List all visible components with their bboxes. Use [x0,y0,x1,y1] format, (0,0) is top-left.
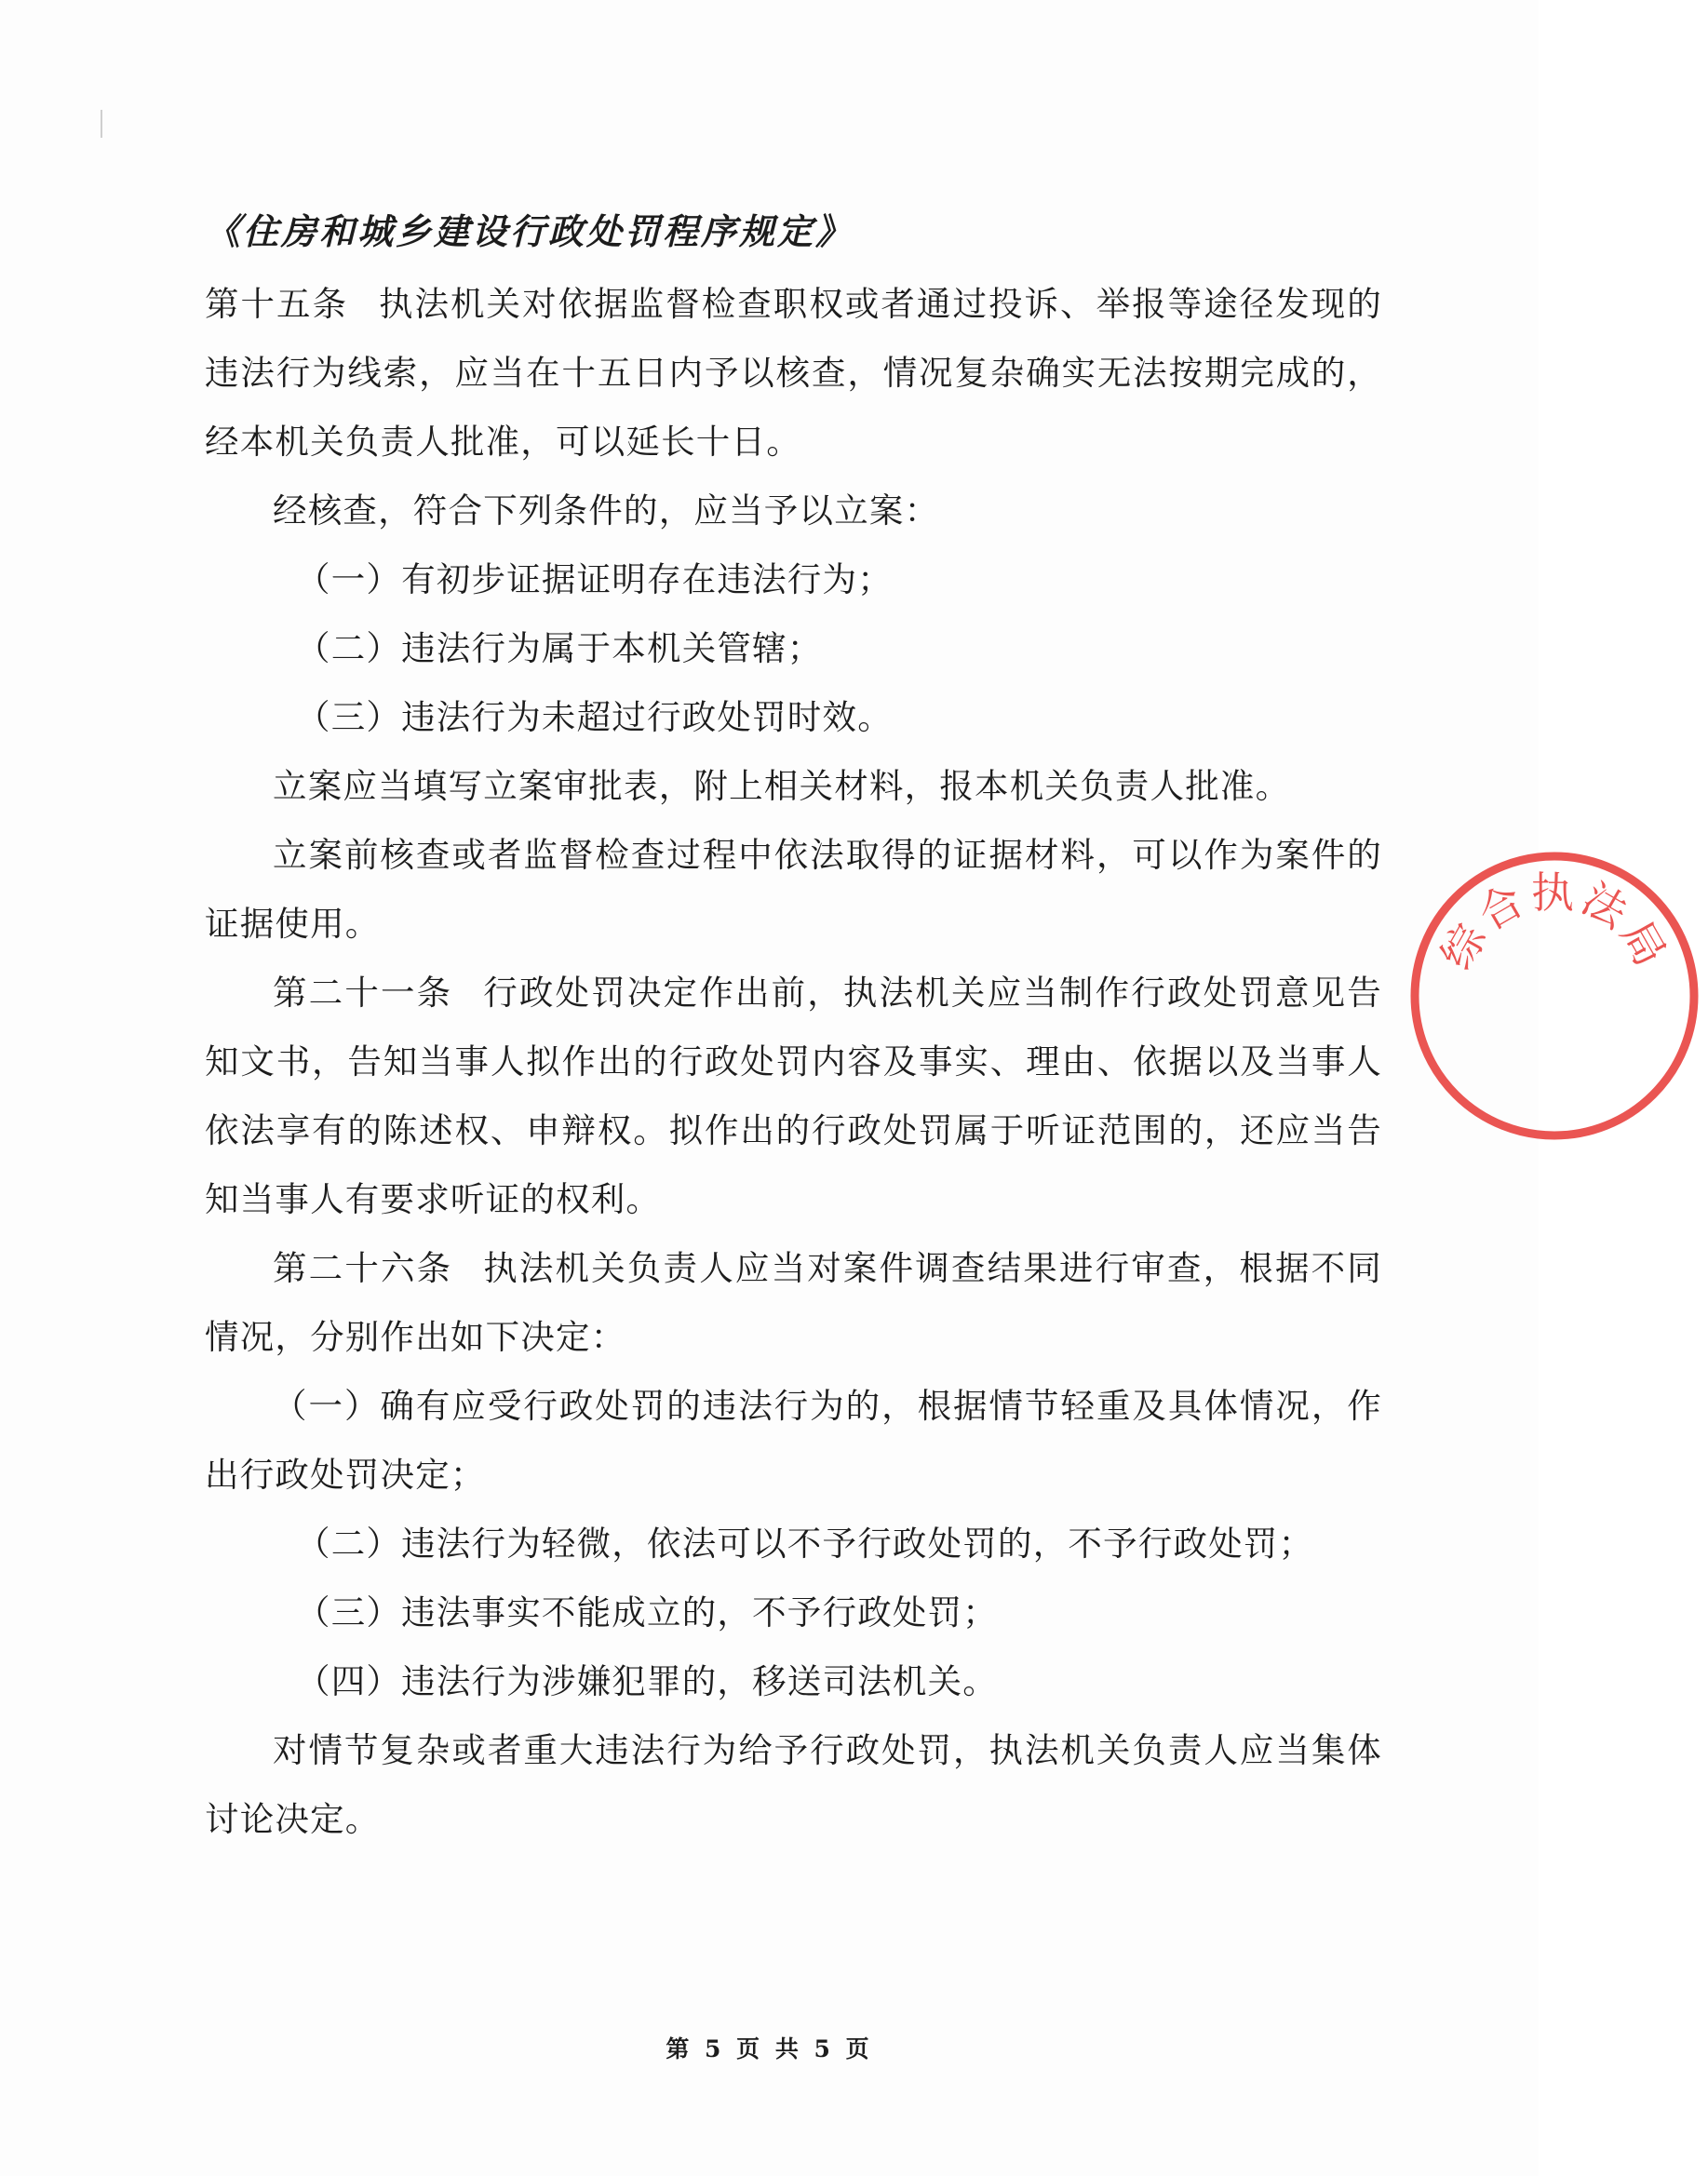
list-item: （二）违法行为属于本机关管辖； [296,628,823,668]
list-item: （一）确有应受行政处罚的违法行为的，根据情节轻重及具体情况，作出行政处罚决定； [205,1386,1382,1495]
list-item: （三）违法行为未超过行政处罚时效。 [296,697,893,737]
document-title: 《住房和城乡建设行政处罚程序规定》 [205,210,854,252]
article-15-evidence-paragraph: 立案前核查或者监督检查过程中依法取得的证据材料，可以作为案件的证据使用。 [205,835,1382,944]
article-15-condition-intro: 经核查，符合下列条件的，应当予以立案： [273,490,940,531]
list-item: （一）有初步证据证明存在违法行为； [296,559,893,599]
article-number: 第十五条 [205,284,349,324]
article-text: 执法机关负责人应当对案件调查结果进行审查，根据不同情况，分别作出如下决定： [205,1248,1383,1357]
article-26-collective-decision-paragraph: 对情节复杂或者重大违法行为给予行政处罚，执法机关负责人应当集体讨论决定。 [205,1730,1382,1839]
list-item: （四）违法行为涉嫌犯罪的，移送司法机关。 [296,1661,998,1701]
svg-text:综合执法局: 综合执法局 [1431,867,1678,978]
article-15-approval-paragraph: 立案应当填写立案审批表，附上相关材料，报本机关负责人批准。 [273,766,1291,806]
article-text: 行政处罚决定作出前，执法机关应当制作行政处罚意见告知文书，告知当事人拟作出的行政处罚内容及事实、理由、依据以及当事人依法享有的陈述权、申辩权。拟作出的行政处罚属于听证范围的，还应当告知当事人有要求听证的权利。 [205,973,1383,1219]
article-number: 第二十一条 [273,973,453,1013]
article-21-paragraph [205,959,1382,1234]
list-item: （二）违法行为轻微，依法可以不予行政处罚的，不予行政处罚； [296,1524,1314,1564]
article-26-paragraph [205,1234,1382,1372]
article-15-paragraph [205,270,1382,477]
scan-artifact [101,110,102,138]
article-number: 第二十六条 [273,1248,453,1288]
official-seal [1401,842,1708,1149]
page-number: 第 5 页 共 5 页 [666,2035,873,2062]
list-item: （三）违法事实不能成立的，不予行政处罚； [296,1592,998,1632]
article-text: 执法机关对依据监督检查职权或者通过投诉、举报等途径发现的违法行为线索，应当在十五日内予以核查，情况复杂确实无法按期完成的，经本机关负责人批准，可以延长十日。 [205,284,1382,462]
